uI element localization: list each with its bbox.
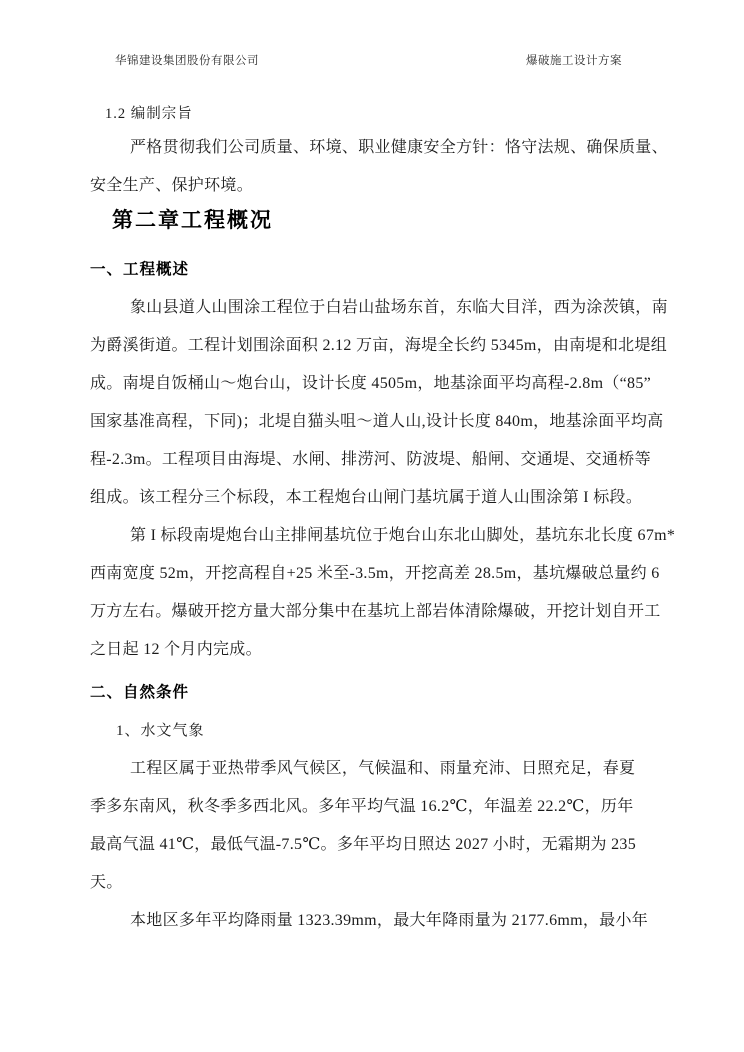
overview-paragraph-1-line: 国家基准高程，下同)；北堤自猫头咀～道人山,设计长度 840m，地基涂面平均高 [90, 413, 664, 430]
overview-paragraph-2-line: 第 I 标段南堤炮台山主排闸基坑位于炮台山东北山脚处，基坑东北长度 67m* [130, 527, 676, 544]
header-company-name: 华锦建设集团股份有限公司 [115, 55, 259, 67]
overview-paragraph-1-line: 为爵溪街道。工程计划围涂面积 2.12 万亩，海堤全长约 5345m，由南堤和北堤组 [90, 337, 668, 354]
climate-paragraph-line: 季多东南风，秋冬季多西北风。多年平均气温 16.2℃，年温差 22.2℃，历年 [90, 798, 634, 815]
section-1-2-heading: 1.2 编制宗旨 [105, 106, 193, 122]
overview-paragraph-1-line: 程-2.3m。工程项目由海堤、水闸、排涝河、防波堤、船闸、交通堤、交通桥等 [90, 451, 651, 468]
climate-paragraph-line: 天。 [90, 874, 123, 891]
climate-paragraph-line: 工程区属于亚热带季风气候区，气候温和、雨量充沛、日照充足，春夏 [130, 760, 636, 777]
overview-paragraph-1-line: 象山县道人山围涂工程位于白岩山盐场东首，东临大目洋，西为涂茨镇，南 [130, 299, 668, 316]
section-nature-heading: 二、自然条件 [90, 684, 190, 701]
overview-paragraph-2-line: 西南宽度 52m，开挖高程自+25 米至-3.5m，开挖高差 28.5m，基坑爆破总量约 6 [90, 565, 660, 582]
header-doc-title: 爆破施工设计方案 [526, 55, 622, 67]
hydrology-subheading: 1、水文气象 [116, 723, 205, 739]
chapter-2-title: 第二章工程概况 [112, 208, 273, 232]
purpose-paragraph-line: 安全生产、保护环境。 [90, 177, 254, 194]
page-header [115, 54, 622, 68]
purpose-paragraph-line: 严格贯彻我们公司质量、环境、职业健康安全方针：恪守法规、确保质量、 [130, 139, 668, 156]
overview-paragraph-1-line: 组成。该工程分三个标段，本工程炮台山闸门基坑属于道人山围涂第 I 标段。 [90, 489, 643, 506]
overview-paragraph-2-line: 之日起 12 个月内完成。 [90, 641, 262, 658]
overview-paragraph-1-line: 成。南堤自饭桶山～炮台山，设计长度 4505m，地基涂面平均高程-2.8m（“85” [90, 375, 652, 392]
rainfall-paragraph-line: 本地区多年平均降雨量 1323.39mm，最大年降雨量为 2177.6mm，最小年 [130, 912, 649, 929]
section-overview-heading: 一、工程概述 [90, 261, 190, 278]
document-body [90, 96, 676, 940]
climate-paragraph-line: 最高气温 41℃，最低气温-7.5℃。多年平均日照达 2027 小时，无霜期为 235 [90, 836, 637, 853]
overview-paragraph-2-line: 万方左右。爆破开挖方量大部分集中在基坑上部岩体清除爆破，开挖计划自开工 [90, 603, 661, 620]
